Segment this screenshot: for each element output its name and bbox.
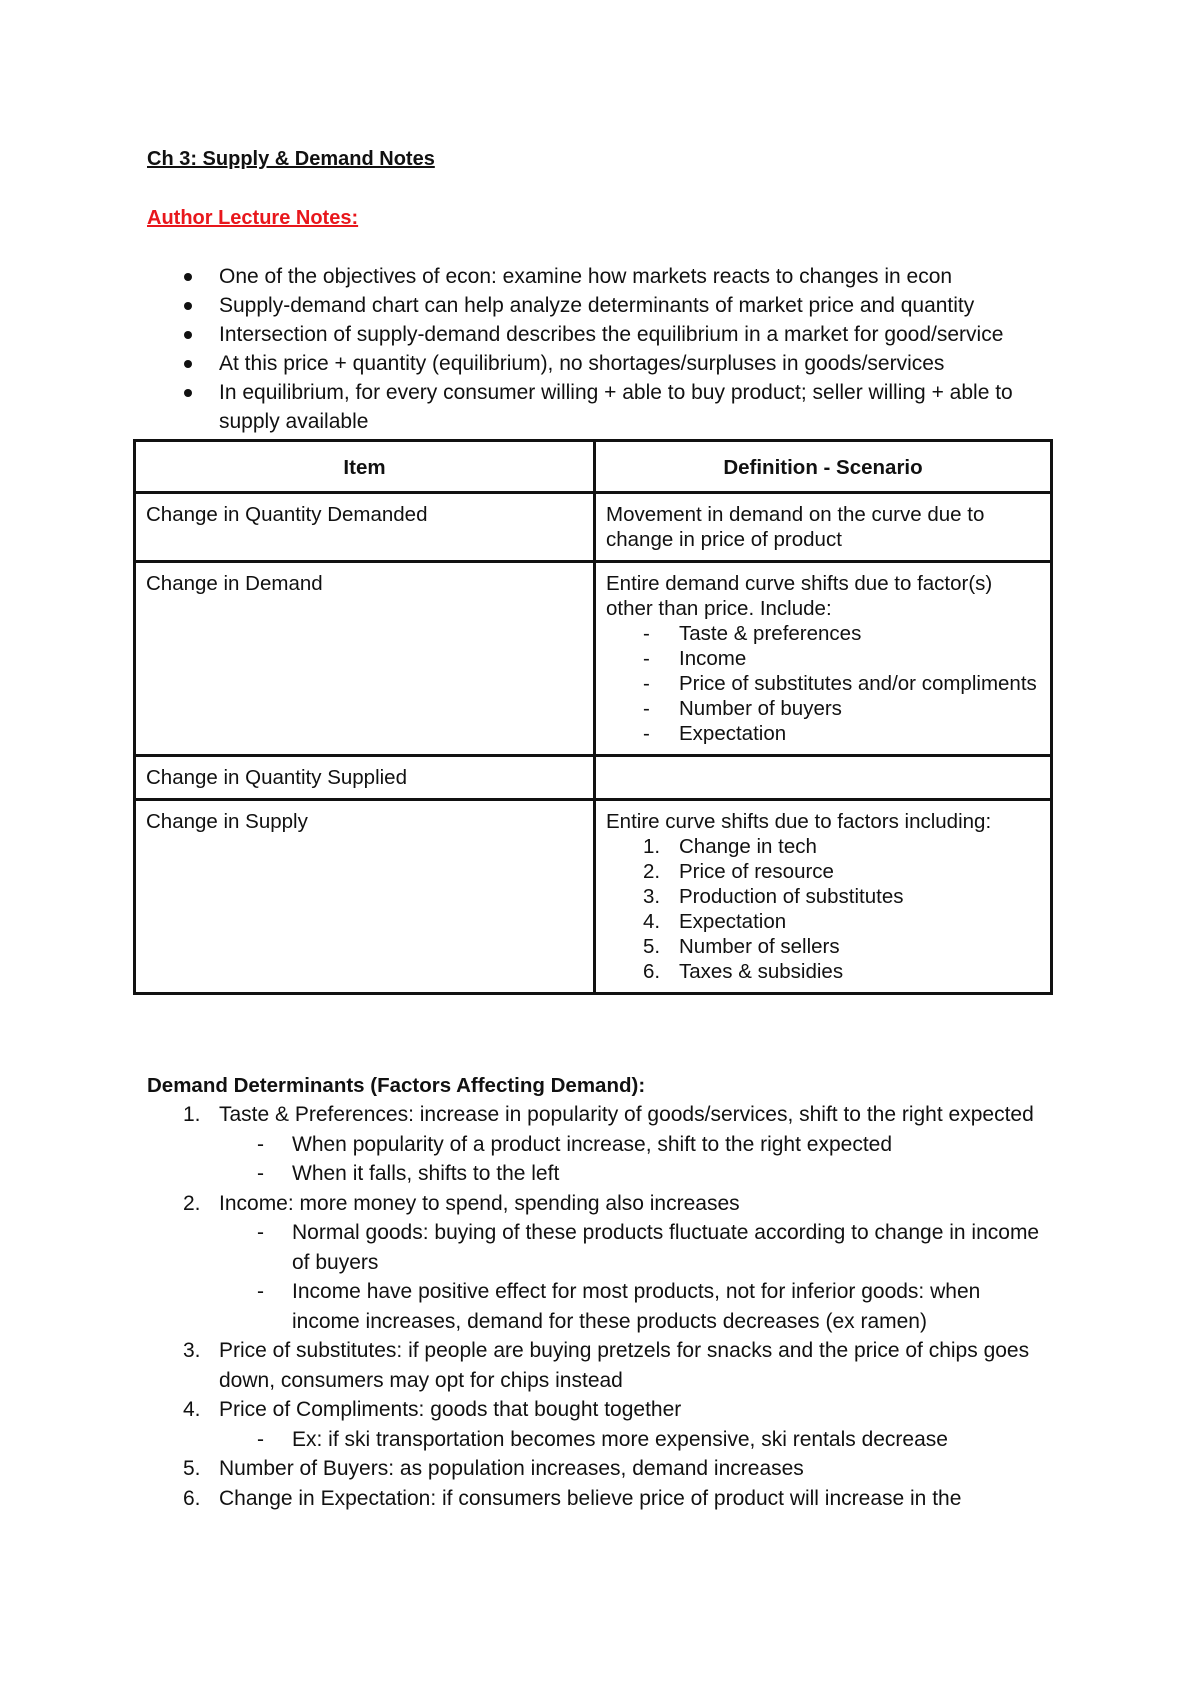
list-item: - Income	[643, 647, 747, 670]
bullet-icon	[184, 302, 192, 310]
list-item: 4. Price of Compliments: goods that bought together	[183, 1398, 682, 1421]
cell-intro-text: Entire demand curve shifts due to factor(s) other than price. Include:	[606, 572, 993, 620]
table-header-row	[135, 441, 1052, 493]
bullet-icon	[184, 360, 192, 368]
sub-list-item: - When it falls, shifts to the left	[257, 1162, 560, 1185]
list-item: 3. Price of substitutes: if people are buying pretzels for snacks and the price of chips goes down, consumers may opt for chips instead	[183, 1339, 1030, 1392]
cell-intro-text: Entire curve shifts due to factors including:	[606, 810, 992, 833]
table-cell-definition	[595, 756, 1052, 800]
sub-list-item: - Income have positive effect for most products, not for inferior goods: when income increases, demand for these products decreases (ex ramen)	[257, 1280, 981, 1333]
list-item: 2. Income: more money to spend, spending also increases	[183, 1191, 740, 1215]
bullet-list	[0, 262, 1200, 436]
list-item: Supply-demand chart can help analyze determinants of market price and quantity	[0, 291, 1200, 320]
list-item: - Expectation	[643, 722, 787, 745]
sub-list-item: - Normal goods: buying of these products fluctuate according to change in income of buyers	[257, 1221, 1040, 1274]
table-cell-definition	[595, 562, 1052, 756]
table-row	[135, 493, 1052, 562]
table-cell-item: Change in Quantity Demanded	[135, 493, 595, 562]
table-cell-definition	[595, 800, 1052, 994]
list-item: 5. Number of Buyers: as population increases, demand increases	[183, 1457, 804, 1480]
table-cell-item: Change in Quantity Supplied	[135, 756, 595, 800]
page-title: Ch 3: Supply & Demand Notes	[147, 148, 435, 170]
column-header-item: Item	[135, 441, 595, 493]
table-cell-item: Change in Demand	[135, 562, 595, 756]
factor-list	[606, 834, 1040, 984]
sub-list-item: - When popularity of a product increase, shift to the right expected	[257, 1132, 893, 1156]
list-item: 1. Taste & Preferences: increase in popularity of goods/services, shift to the right expected	[183, 1103, 1034, 1126]
list-item: At this price + quantity (equilibrium), no shortages/surpluses in goods/services	[0, 349, 1200, 378]
list-item: 1. Change in tech	[643, 835, 817, 858]
list-item: - Taste & preferences	[643, 622, 862, 645]
list-item: - Price of substitutes and/or compliments	[643, 672, 1037, 695]
table-row	[135, 800, 1052, 994]
section-heading: Demand Determinants (Factors Affecting Demand):	[147, 1074, 646, 1097]
list-item: 2. Price of resource	[643, 860, 834, 883]
table-row	[135, 562, 1052, 756]
section-subtitle: Author Lecture Notes:	[147, 207, 359, 229]
bullet-icon	[184, 389, 192, 397]
table-cell-item: Change in Supply	[135, 800, 595, 994]
list-item: 3. Production of substitutes	[643, 885, 904, 908]
list-item: One of the objectives of econ: examine how markets reacts to changes in econ	[0, 262, 1200, 291]
list-item: 6. Change in Expectation: if consumers believe price of product will increase in the	[183, 1486, 962, 1510]
supply-demand-table	[133, 439, 1053, 995]
factor-list	[606, 621, 1040, 746]
list-item: - Number of buyers	[643, 697, 842, 720]
bullet-icon	[184, 273, 192, 281]
list-item: Intersection of supply-demand describes the equilibrium in a market for good/service	[0, 320, 1200, 349]
determinants-list	[0, 1100, 1200, 1513]
sub-list-item: - Ex: if ski transportation becomes more expensive, ski rentals decrease	[257, 1427, 948, 1451]
bullet-icon	[184, 331, 192, 339]
list-item: 6. Taxes & subsidies	[643, 960, 844, 983]
list-item: 5. Number of sellers	[643, 935, 840, 958]
list-item: In equilibrium, for every consumer willing + able to buy product; seller willing + able to supply available	[0, 378, 1200, 436]
table-row	[135, 756, 1052, 800]
list-item: 4. Expectation	[643, 910, 787, 933]
table-cell-definition: Movement in demand on the curve due to change in price of product	[595, 493, 1052, 562]
column-header-definition: Definition - Scenario	[595, 441, 1052, 493]
